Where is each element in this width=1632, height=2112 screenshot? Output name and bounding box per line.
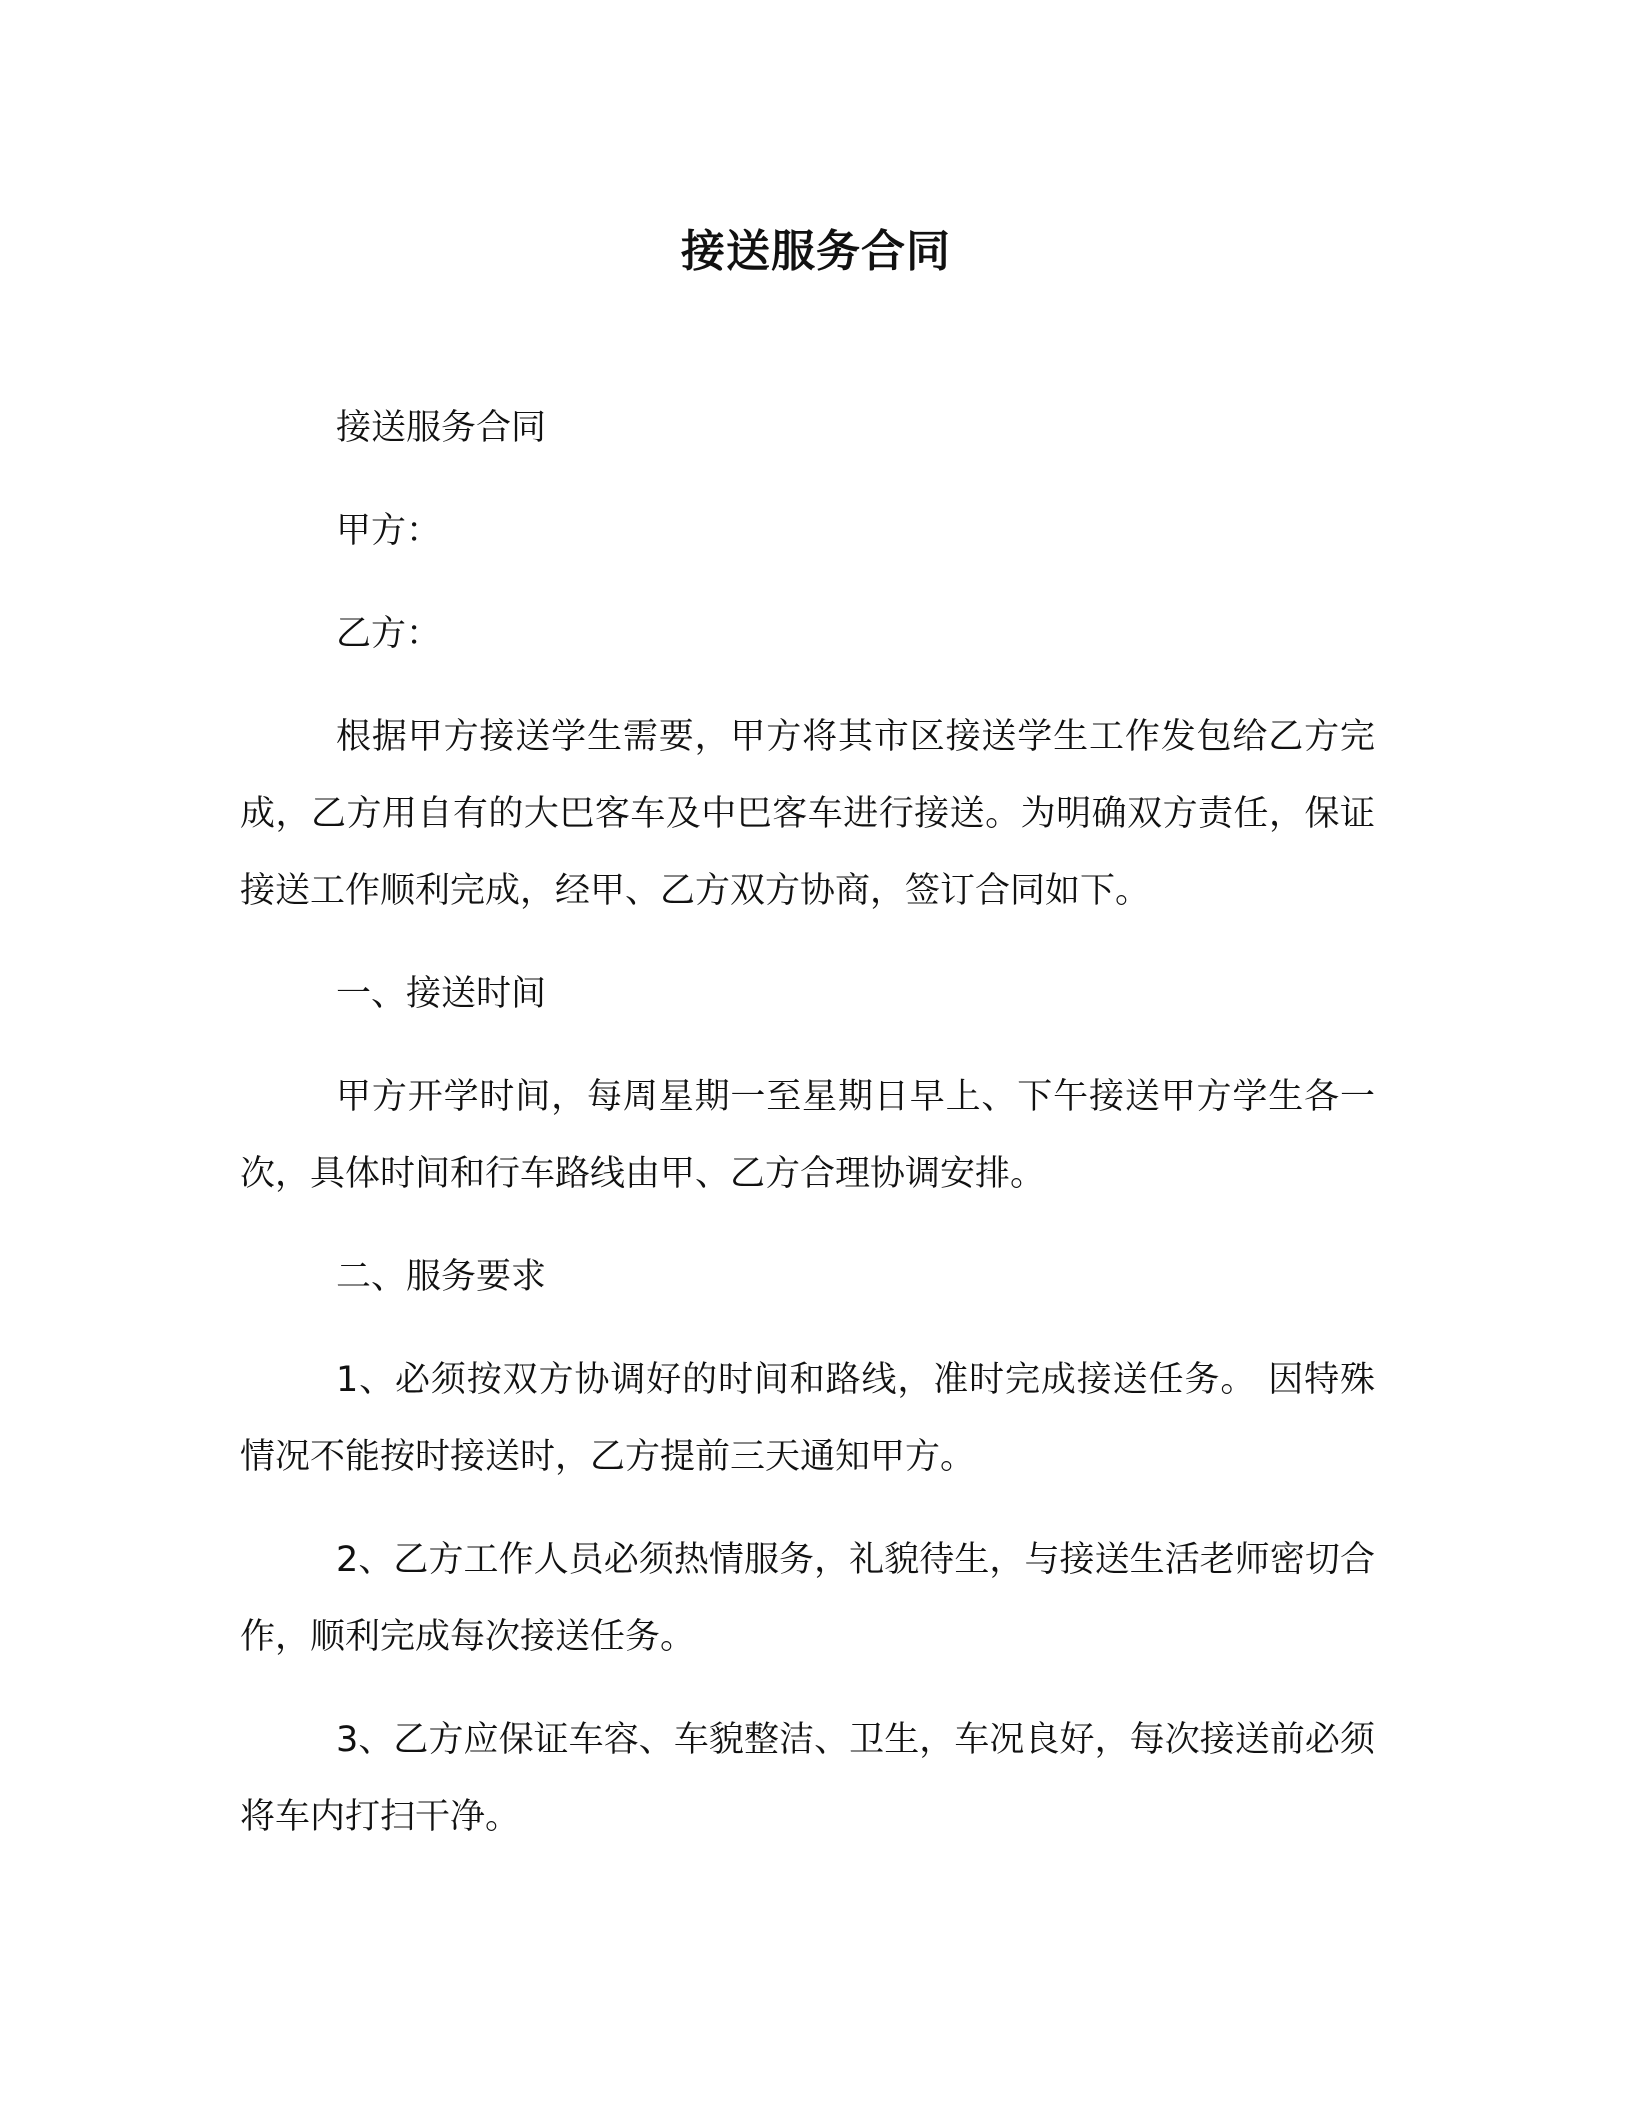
party-a-line: 甲方：: [336, 511, 442, 551]
contract-heading: 接送服务合同: [336, 408, 547, 448]
document-title: 接送服务合同: [681, 226, 951, 277]
preamble-paragraph: 根据甲方接送学生需要，甲方将其市区接送学生工作发包给乙方完成，乙方用自有的大巴客车及中巴客车进行接送。为明确双方责任，保证接送工作顺利完成，经甲、乙方双方协商，签订合同如下。: [240, 717, 1375, 911]
section-heading-time: 一、接送时间: [336, 974, 547, 1014]
time-paragraph: 甲方开学时间，每周星期一至星期日早上、下午接送甲方学生各一次，具体时间和行车路线由甲、乙方合理协调安排。: [240, 1077, 1375, 1194]
requirement-3: 3、乙方应保证车容、车貌整洁、卫生，车况良好，每次接送前必须将车内打扫干净。: [240, 1720, 1375, 1837]
party-b-line: 乙方：: [336, 614, 442, 654]
section-heading-requirements: 二、服务要求: [336, 1257, 547, 1297]
document-body: [240, 390, 1375, 1882]
requirement-2: 2、乙方工作人员必须热情服务，礼貌待生，与接送生活老师密切合作，顺利完成每次接送任务。: [240, 1540, 1375, 1657]
requirement-1: 1、必须按双方协调好的时间和路线，准时完成接送任务。 因特殊情况不能按时接送时，乙方提前三天通知甲方。: [240, 1360, 1375, 1477]
